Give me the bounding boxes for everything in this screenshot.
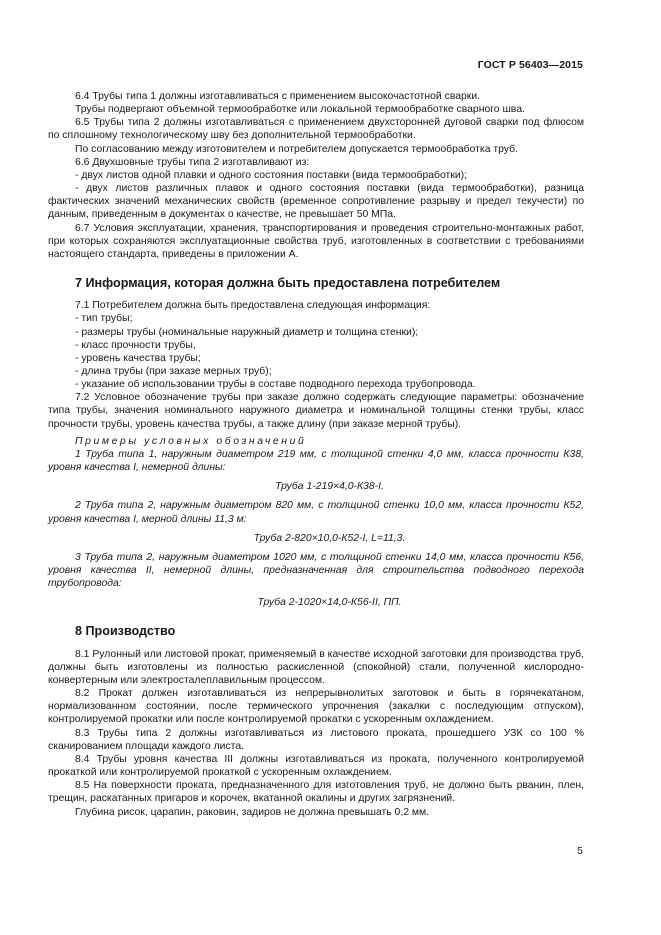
paragraph: 8.1 Рулонный или листовой прокат, применяемый в качестве исходной заготовки для производства труб, должны быть изготовлены из полностью раскисленной (спокойной) стали, полученной кислородно-конвертерным или электросталеплавильным процессом. — [48, 648, 584, 686]
paragraph: 8.3 Трубы типа 2 должны изготавливаться из листового проката, прошедшего УЗК со 100 % сканированием площади каждого листа. — [48, 727, 584, 752]
list-item: - двух листов одной плавки и одного состояния поставки (вида термообработки); — [75, 169, 468, 181]
paragraph: Трубы подвергают объемной термообработке или локальной термообработке сварного шва. — [75, 104, 525, 116]
list-item: - двух листов различных плавок и одного состояния поставки (вида термообработки), разница фактических значений механических свойств (временное сопротивление разрыву и предел текучести) по данным, приведенным в документах о качестве, не превышает 50 МПа. — [48, 183, 584, 221]
paragraph: 6.6 Двухшовные трубы типа 2 изготавливают из: — [75, 156, 310, 168]
paragraph: 7.1 Потребителем должна быть предоставлена следующая информация: — [75, 300, 431, 312]
list-item: - уровень качества трубы; — [75, 352, 201, 364]
example-text: 3 Труба типа 2, наружным диаметром 1020 мм, с толщиной стенки 14,0 мм, класса прочности К56, уровня качества II, немерной длины, предназначенная для строительства подводного перехода трубопровода: — [48, 551, 584, 590]
example-designation: Труба 2-820×10,0-К52-I, L=11,3. — [253, 532, 406, 544]
example-text: 2 Труба типа 2, наружным диаметром 820 мм, с толщиной стенки 10,0 мм, класса прочности К52, уровня качества I, мерной длины 11,3 м: — [48, 500, 584, 525]
example-text: 1 Труба типа 1, наружным диаметром 219 мм, с толщиной стенки 4,0 мм, класса прочности К38, уровня качества I, немерной длины: — [48, 448, 584, 474]
list-item: - тип трубы; — [75, 313, 133, 325]
examples-label: Примеры условных обозначений — [75, 435, 307, 447]
paragraph: 7.2 Условное обозначение трубы при заказе должно содержать следующие параметры: обозначение типа трубы, значения номинального наружного диаметра и номинальной толщины стенки трубы, класс прочности трубы, уровень качества трубы, а также длину (при заказе мерной трубы). — [48, 392, 584, 430]
example-designation: Труба 1-219×4,0-К38-I. — [275, 481, 384, 493]
section-7-heading: 7 Информация, которая должна быть предоставлена потребителем — [75, 276, 501, 291]
list-item: - указание об использовании трубы в составе подводного перехода трубопровода. — [75, 379, 476, 391]
paragraph: 6.5 Трубы типа 2 должны изготавливаться с применением двухсторонней дуговой сварки под флюсом по сплошному технологическому шву без дополнительной термообработки. — [48, 117, 584, 142]
paragraph: По согласованию между изготовителем и потребителем допускается термообработка труб. — [75, 143, 518, 155]
list-item: - длина трубы (при заказе мерных труб); — [75, 365, 272, 377]
example-designation: Труба 2-1020×14,0-К56-II, ПП. — [257, 597, 402, 609]
list-item: - класс прочности трубы, — [75, 339, 196, 351]
section-8-heading: 8 Производство — [75, 624, 176, 639]
paragraph: 6.4 Трубы типа 1 должны изготавливаться с применением высокочастотной сварки. — [75, 91, 481, 102]
paragraph: 8.5 На поверхности проката, предназначенного для изготовления труб, не должно быть рванин, плен, трещин, раскатанных пригаров и корочек, вкатанной окалины и других загрязнений. — [48, 780, 584, 805]
standard-header: ГОСТ Р 56403—2015 — [477, 59, 583, 71]
paragraph: 8.4 Трубы уровня качества III должны изготавливаться из проката, полученного контролируемой прокаткой или контролируемой прокаткой с ускоренным охлаждением. — [48, 753, 584, 779]
paragraph: 6.7 Условия эксплуатации, хранения, транспортирования и проведения строительно-монтажных работ, при которых сохраняются эксплуатационные свойства труб, изготовленных в соответствии с требованиями настоящего стандарта, приведены в приложении А. — [48, 222, 584, 260]
document-body — [48, 90, 584, 819]
paragraph: 8.2 Прокат должен изготавливаться из непрерывнолитых заготовок и быть в горячекатаном, нормализованном состоянии, после термического упрочнения (закалки с последующим отпуском), контролируемой прокатки или после контролируемой прокатки с ускоренным охлаждением. — [48, 688, 584, 726]
paragraph: Глубина рисок, царапин, раковин, задиров не должна превышать 0,2 мм. — [75, 806, 430, 818]
list-item: - размеры трубы (номинальные наружный диаметр и толщина стенки); — [75, 326, 419, 338]
page-number: 5 — [577, 845, 583, 857]
